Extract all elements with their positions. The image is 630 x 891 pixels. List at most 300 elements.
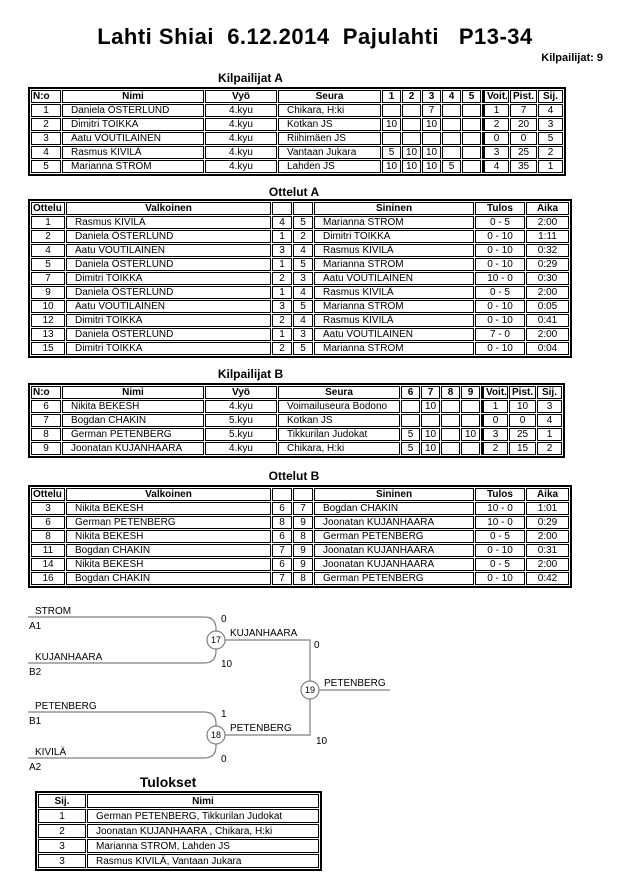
column-header: Vyö xyxy=(205,386,277,399)
table-row xyxy=(31,328,569,341)
bracket-player-label: PETENBERG xyxy=(35,701,97,712)
table-cell: 0 xyxy=(481,414,508,427)
column-header: Sij. xyxy=(538,90,563,103)
table-cell: Bogdan CHAKIN xyxy=(66,572,271,585)
table-cell: Aatu VOUTILAINEN xyxy=(314,328,474,341)
table-row xyxy=(31,544,569,557)
table-cell: Daniela ÖSTERLUND xyxy=(62,104,204,117)
bracket-line xyxy=(225,640,310,690)
bracket-winner-label: PETENBERG xyxy=(324,678,386,689)
table-cell xyxy=(441,400,460,413)
table-cell: 7 xyxy=(272,572,292,585)
table-cell: 5 xyxy=(538,132,563,145)
table-row xyxy=(31,104,563,117)
table-row xyxy=(31,230,569,243)
column-header: 4 xyxy=(442,90,461,103)
table-cell: 3 xyxy=(38,839,86,853)
table-cell: 2 xyxy=(272,314,292,327)
table-cell: 10 xyxy=(402,146,421,159)
table-cell: 0 - 5 xyxy=(475,286,525,299)
table-cell: 2 xyxy=(272,272,292,285)
table-cell: Rasmus KIVILÄ xyxy=(66,216,271,229)
table-cell: 7 xyxy=(31,272,65,285)
table-cell: Chikara, H:ki xyxy=(278,104,381,117)
table-cell: 3 xyxy=(293,272,313,285)
table-row xyxy=(38,839,319,853)
table-cell: 10 xyxy=(421,400,440,413)
table-cell: 0:29 xyxy=(526,516,569,529)
column-header: Ottelu xyxy=(31,488,65,501)
bracket-player-label: KUJANHAARA xyxy=(35,652,103,663)
table-cell: Lahden JS xyxy=(278,160,381,173)
table-cell: 5 xyxy=(401,442,420,455)
table-row xyxy=(31,118,563,131)
kilpailijat-a-table xyxy=(28,87,566,176)
ottelut-a-table xyxy=(28,199,572,358)
table-cell: 0 - 10 xyxy=(475,258,525,271)
table-cell: Marianna STROM, Lahden JS xyxy=(87,839,319,853)
table-cell: 6 xyxy=(272,502,292,515)
table-cell: 0:04 xyxy=(526,342,569,355)
table-row xyxy=(31,502,569,515)
table-cell: Marianna STROM xyxy=(314,216,474,229)
section-title-kilpailijat-b: Kilpailijat B xyxy=(217,367,284,381)
section-title-ottelut-b: Ottelut B xyxy=(268,469,320,483)
bracket-seed-label: B1 xyxy=(29,716,42,727)
table-row xyxy=(31,244,569,257)
table-cell: 10 - 0 xyxy=(475,272,525,285)
table-cell: Riihimäen JS xyxy=(278,132,381,145)
table-cell xyxy=(442,146,461,159)
column-header: Voit. xyxy=(482,90,509,103)
column-header: Seura xyxy=(278,386,400,399)
table-cell: 20 xyxy=(510,118,537,131)
column-header: 3 xyxy=(422,90,441,103)
table-cell: 2:00 xyxy=(526,328,569,341)
column-header: 2 xyxy=(402,90,421,103)
column-header: Pist. xyxy=(509,386,536,399)
table-cell: 5 xyxy=(293,216,313,229)
table-row xyxy=(31,414,562,427)
table-cell xyxy=(401,400,420,413)
table-cell: 10 xyxy=(31,300,65,313)
table-cell: 2 xyxy=(38,824,86,838)
table-cell: 9 xyxy=(293,558,313,571)
table-cell: 10 xyxy=(382,118,401,131)
table-cell: 2:00 xyxy=(526,558,569,571)
bracket-score: 0 xyxy=(221,614,227,625)
table-cell: 3 xyxy=(537,400,562,413)
column-header xyxy=(272,202,292,215)
column-header: 1 xyxy=(382,90,401,103)
table-cell xyxy=(461,442,480,455)
ottelut-b-table xyxy=(28,485,572,588)
table-cell: 1 xyxy=(31,216,65,229)
kilpailijat-b-table xyxy=(28,383,565,458)
table-cell: German PETENBERG xyxy=(66,516,271,529)
table-cell: 3 xyxy=(481,428,508,441)
column-header: Sininen xyxy=(314,488,474,501)
table-cell: 7 - 0 xyxy=(475,328,525,341)
table-cell: German PETENBERG, Tikkurilan Judokat xyxy=(87,809,319,823)
table-cell: German PETENBERG xyxy=(314,572,474,585)
table-cell xyxy=(382,104,401,117)
table-row xyxy=(31,530,569,543)
table-cell: 3 xyxy=(538,118,563,131)
table-cell: 5.kyu xyxy=(205,414,277,427)
table-cell: 13 xyxy=(31,328,65,341)
table-row xyxy=(31,160,563,173)
table-cell xyxy=(421,414,440,427)
table-cell: 10 xyxy=(402,160,421,173)
section-title-ottelut-a: Ottelut A xyxy=(268,185,320,199)
table-row xyxy=(31,558,569,571)
column-header: Vyö xyxy=(205,90,277,103)
table-row xyxy=(38,809,319,823)
table-cell xyxy=(462,118,481,131)
table-cell: Chikara, H:ki xyxy=(278,442,400,455)
table-cell: Kotkan JS xyxy=(278,118,381,131)
table-cell: Voimailuseura Bodono xyxy=(278,400,400,413)
table-cell: 2:00 xyxy=(526,530,569,543)
table-cell: 0 - 5 xyxy=(475,530,525,543)
table-cell: Aatu VOUTILAINEN xyxy=(62,132,204,145)
table-cell: 3 xyxy=(272,300,292,313)
table-cell: 35 xyxy=(510,160,537,173)
header-row xyxy=(31,488,569,501)
table-cell: Rasmus KIVILÄ, Vantaan Jukara xyxy=(87,854,319,868)
table-cell: 2 xyxy=(537,442,562,455)
table-cell: Joonatan KUJANHAARA xyxy=(314,544,474,557)
table-cell: 0 - 10 xyxy=(475,314,525,327)
column-header: Valkoinen xyxy=(66,488,271,501)
table-cell: 6 xyxy=(272,530,292,543)
table-cell: 3 xyxy=(31,502,65,515)
table-cell: 9 xyxy=(293,516,313,529)
table-cell: 10 xyxy=(422,160,441,173)
column-header: Aika xyxy=(526,488,569,501)
column-header xyxy=(293,488,313,501)
column-header: Sij. xyxy=(38,794,86,808)
table-cell: 2 xyxy=(31,118,61,131)
table-cell: 9 xyxy=(31,286,65,299)
column-header: Aika xyxy=(526,202,569,215)
table-cell: Joonatan KUJANHAARA xyxy=(314,516,474,529)
table-cell: 10 xyxy=(421,442,440,455)
table-cell: 0:05 xyxy=(526,300,569,313)
table-cell: 6 xyxy=(272,558,292,571)
column-header: Sij. xyxy=(537,386,562,399)
table-row xyxy=(31,314,569,327)
table-cell: Daniela ÖSTERLUND xyxy=(66,230,271,243)
column-header: Sininen xyxy=(314,202,474,215)
table-cell: 2:00 xyxy=(526,216,569,229)
column-header: Tulos xyxy=(475,202,525,215)
table-cell: 0 - 5 xyxy=(475,558,525,571)
table-cell: 7 xyxy=(510,104,537,117)
table-cell: Bogdan CHAKIN xyxy=(314,502,474,515)
table-cell: Nikita BEKESH xyxy=(62,400,204,413)
table-cell: 15 xyxy=(509,442,536,455)
table-cell: 11 xyxy=(31,544,65,557)
table-cell: 10 xyxy=(509,400,536,413)
column-header: Pist. xyxy=(510,90,537,103)
table-row xyxy=(31,572,569,585)
table-cell: 3 xyxy=(38,854,86,868)
table-cell: Daniela ÖSTERLUND xyxy=(66,286,271,299)
table-cell xyxy=(442,104,461,117)
table-cell: 15 xyxy=(31,342,65,355)
table-cell: German PETENBERG xyxy=(62,428,204,441)
table-cell xyxy=(461,414,480,427)
table-cell xyxy=(402,104,421,117)
table-cell: Rasmus KIVILÄ xyxy=(314,314,474,327)
table-cell: German PETENBERG xyxy=(314,530,474,543)
table-cell: 2 xyxy=(481,442,508,455)
table-cell xyxy=(441,442,460,455)
table-cell: 25 xyxy=(510,146,537,159)
section-title-kilpailijat-a: Kilpailijat A xyxy=(218,71,283,85)
table-cell: Dimitri TOIKKA xyxy=(66,342,271,355)
table-row xyxy=(31,286,569,299)
bracket-winner-label: PETENBERG xyxy=(230,723,292,734)
table-cell: Nikita BEKESH xyxy=(66,558,271,571)
table-cell: Rasmus KIVILÄ xyxy=(314,244,474,257)
table-cell: 1 xyxy=(537,428,562,441)
table-cell xyxy=(442,132,461,145)
table-cell: 0:29 xyxy=(526,258,569,271)
table-cell: Rasmus KIVILÄ xyxy=(62,146,204,159)
section-title-tulokset: Tulokset xyxy=(139,774,197,790)
header-row xyxy=(31,386,562,399)
table-cell xyxy=(462,146,481,159)
bracket-seed-label: A1 xyxy=(29,621,42,632)
table-cell: Dimitri TOIKKA xyxy=(62,118,204,131)
table-cell: 5 xyxy=(382,146,401,159)
column-header: 6 xyxy=(401,386,420,399)
column-header xyxy=(293,202,313,215)
match-number: 18 xyxy=(210,730,222,740)
match-number: 17 xyxy=(210,635,222,645)
table-cell: 4 xyxy=(293,286,313,299)
table-cell: 4.kyu xyxy=(205,160,277,173)
table-cell: 0 - 10 xyxy=(475,244,525,257)
table-cell: Dimitri TOIKKA xyxy=(66,272,271,285)
table-cell xyxy=(462,160,481,173)
table-cell: 10 xyxy=(382,160,401,173)
table-cell: 2 xyxy=(31,230,65,243)
table-cell: 10 xyxy=(421,428,440,441)
column-header: Nimi xyxy=(62,386,204,399)
table-row xyxy=(31,132,563,145)
table-row xyxy=(38,854,319,868)
table-cell: 1 xyxy=(482,104,509,117)
table-cell: 5.kyu xyxy=(205,428,277,441)
table-cell: 1:11 xyxy=(526,230,569,243)
table-cell xyxy=(382,132,401,145)
table-cell: Nikita BEKESH xyxy=(66,502,271,515)
table-cell: 0 - 10 xyxy=(475,544,525,557)
table-cell: 2:00 xyxy=(526,286,569,299)
column-header: 9 xyxy=(461,386,480,399)
table-cell: 0 - 10 xyxy=(475,572,525,585)
table-cell: 6 xyxy=(31,516,65,529)
table-cell: Aatu VOUTILAINEN xyxy=(314,272,474,285)
table-cell: Vantaan Jukara xyxy=(278,146,381,159)
table-cell: 4 xyxy=(482,160,509,173)
bracket-score: 0 xyxy=(314,640,320,651)
table-row xyxy=(38,824,319,838)
column-header: Ottelu xyxy=(31,202,65,215)
table-cell: 0:42 xyxy=(526,572,569,585)
table-cell: Kotkan JS xyxy=(278,414,400,427)
table-cell: 9 xyxy=(31,442,61,455)
table-cell: Dimitri TOIKKA xyxy=(314,230,474,243)
table-cell: Aatu VOUTILAINEN xyxy=(66,244,271,257)
table-cell xyxy=(441,414,460,427)
table-cell: 7 xyxy=(422,104,441,117)
table-cell: 8 xyxy=(31,530,65,543)
table-cell: 9 xyxy=(293,544,313,557)
bracket-seed-label: B2 xyxy=(29,667,42,678)
table-cell: 10 xyxy=(461,428,480,441)
table-cell: 7 xyxy=(293,502,313,515)
table-cell xyxy=(402,118,421,131)
table-cell xyxy=(462,132,481,145)
column-header: Valkoinen xyxy=(66,202,271,215)
table-cell: 14 xyxy=(31,558,65,571)
table-cell: 1 xyxy=(272,328,292,341)
table-cell: Daniela ÖSTERLUND xyxy=(66,328,271,341)
bracket-score: 10 xyxy=(221,659,233,670)
table-cell: 3 xyxy=(272,244,292,257)
table-cell: Joonatan KUJANHAARA xyxy=(62,442,204,455)
table-cell: 4 xyxy=(293,244,313,257)
table-cell: 1 xyxy=(481,400,508,413)
column-header: Seura xyxy=(278,90,381,103)
table-cell: Aatu VOUTILAINEN xyxy=(66,300,271,313)
table-row xyxy=(31,300,569,313)
table-cell: 1 xyxy=(538,160,563,173)
table-cell: Rasmus KIVILÄ xyxy=(314,286,474,299)
table-cell: Bogdan CHAKIN xyxy=(62,414,204,427)
table-cell: Bogdan CHAKIN xyxy=(66,544,271,557)
table-cell: 4.kyu xyxy=(205,118,277,131)
table-cell: 4.kyu xyxy=(205,146,277,159)
bracket-score: 10 xyxy=(316,736,328,747)
table-cell: 0 - 10 xyxy=(475,300,525,313)
column-header: N:o xyxy=(31,90,61,103)
table-cell: 5 xyxy=(293,300,313,313)
table-cell: 25 xyxy=(509,428,536,441)
table-cell: 7 xyxy=(31,414,61,427)
table-cell: 4 xyxy=(538,104,563,117)
table-cell: 10 xyxy=(422,146,441,159)
table-cell: 4 xyxy=(293,314,313,327)
table-cell: 0 xyxy=(510,132,537,145)
table-cell: Nikita BEKESH xyxy=(66,530,271,543)
table-cell: 0 xyxy=(482,132,509,145)
table-cell: 4 xyxy=(272,216,292,229)
header-row xyxy=(31,90,563,103)
bracket-seed-label: A2 xyxy=(29,762,42,773)
table-cell: 0:41 xyxy=(526,314,569,327)
table-cell: 0:31 xyxy=(526,544,569,557)
table-cell: 7 xyxy=(272,544,292,557)
table-cell: 5 xyxy=(401,428,420,441)
table-row xyxy=(31,516,569,529)
table-cell: Tikkurilan Judokat xyxy=(278,428,400,441)
tulokset-table xyxy=(35,791,322,871)
bracket-winner-label: KUJANHAARA xyxy=(230,628,298,639)
table-cell: 16 xyxy=(31,572,65,585)
table-cell: Marianna STROM xyxy=(314,300,474,313)
table-cell xyxy=(422,132,441,145)
table-cell: Marianna STROM xyxy=(314,258,474,271)
table-cell: Joonatan KUJANHAARA xyxy=(314,558,474,571)
table-cell: 3 xyxy=(482,146,509,159)
table-row xyxy=(31,428,562,441)
table-cell: 1 xyxy=(38,809,86,823)
table-cell: 10 xyxy=(422,118,441,131)
table-row xyxy=(31,400,562,413)
table-cell: 12 xyxy=(31,314,65,327)
table-cell: 8 xyxy=(293,530,313,543)
page-title: Lahti Shiai 6.12.2014 Pajulahti P13-34 xyxy=(97,24,533,49)
table-cell: Daniela ÖSTERLUND xyxy=(66,258,271,271)
table-cell xyxy=(441,428,460,441)
table-row xyxy=(31,442,562,455)
column-header: Nimi xyxy=(62,90,204,103)
table-cell: 0:30 xyxy=(526,272,569,285)
table-cell: 2 xyxy=(293,230,313,243)
bracket-player-label: STROM xyxy=(35,606,72,617)
table-cell: 1 xyxy=(272,230,292,243)
table-cell: 4.kyu xyxy=(205,132,277,145)
table-cell xyxy=(442,118,461,131)
table-cell: 4.kyu xyxy=(205,400,277,413)
table-cell xyxy=(401,414,420,427)
table-cell: 1 xyxy=(272,286,292,299)
table-cell: 10 - 0 xyxy=(475,502,525,515)
table-cell: 5 xyxy=(31,258,65,271)
table-cell: 6 xyxy=(31,400,61,413)
table-cell: 5 xyxy=(442,160,461,173)
table-cell: 1 xyxy=(31,104,61,117)
bracket-player-label: KIVILÄ xyxy=(35,747,67,758)
table-row xyxy=(31,342,569,355)
table-row xyxy=(31,216,569,229)
table-cell: 5 xyxy=(293,342,313,355)
match-number: 19 xyxy=(304,685,316,695)
table-row xyxy=(31,146,563,159)
table-cell: 0 - 10 xyxy=(475,230,525,243)
table-cell: Marianna STROM xyxy=(314,342,474,355)
table-cell: 0:32 xyxy=(526,244,569,257)
column-header: 8 xyxy=(441,386,460,399)
table-cell xyxy=(462,104,481,117)
table-cell: 3 xyxy=(293,328,313,341)
table-cell: 4.kyu xyxy=(205,104,277,117)
table-row xyxy=(31,272,569,285)
table-cell: 4.kyu xyxy=(205,442,277,455)
table-cell: 0 xyxy=(509,414,536,427)
table-cell: 4 xyxy=(31,244,65,257)
table-row xyxy=(31,258,569,271)
table-cell: 5 xyxy=(31,160,61,173)
column-header xyxy=(272,488,292,501)
header-row xyxy=(31,202,569,215)
